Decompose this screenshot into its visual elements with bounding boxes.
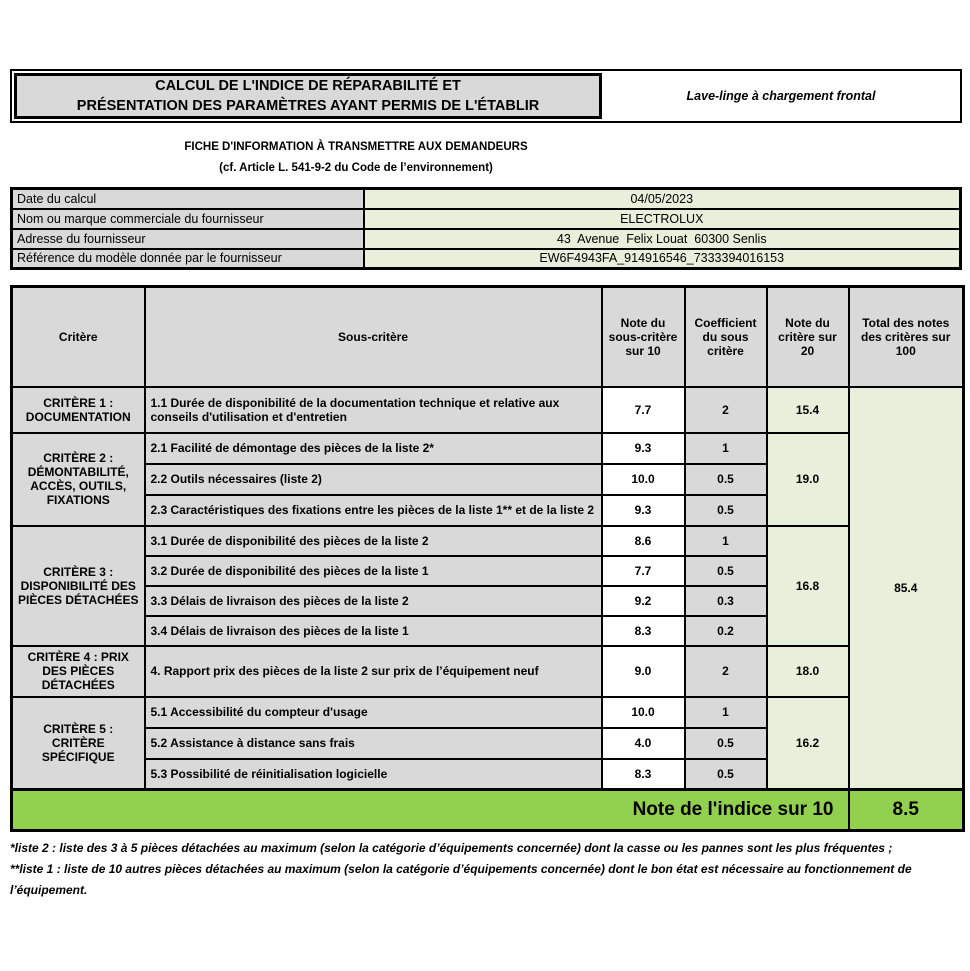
info-row-date bbox=[12, 189, 961, 209]
table-row bbox=[12, 646, 964, 697]
header-note-sur-20: Note du critère sur 20 bbox=[767, 287, 849, 387]
score-table bbox=[10, 285, 965, 832]
criterion-1-name: CRITÈRE 1 : DOCUMENTATION bbox=[12, 387, 145, 433]
subcriterion-1-1-note: 7.7 bbox=[602, 387, 685, 433]
subcriterion-4-label: 4. Rapport prix des pièces de la liste 2 sur prix de l’équipement neuf bbox=[145, 646, 602, 697]
info-row-supplier-address bbox=[12, 229, 961, 249]
header-total-sur-100: Total des notes des critères sur 100 bbox=[849, 287, 964, 387]
score-table-header-row bbox=[12, 287, 964, 387]
criterion-3-name: CRITÈRE 3 : DISPONIBILITÉ DES PIÈCES DÉTACHÉES bbox=[12, 526, 145, 646]
header-note-sur-10: Note du sous-critère sur 10 bbox=[602, 287, 685, 387]
criterion-1-note20: 15.4 bbox=[767, 387, 849, 433]
document-title bbox=[14, 73, 602, 119]
subcriterion-2-3-coeff: 0.5 bbox=[685, 495, 767, 526]
title-line-1: CALCUL DE L'INDICE DE RÉPARABILITÉ ET bbox=[155, 78, 461, 94]
total-score-100: 85.4 bbox=[849, 387, 964, 790]
subcriterion-3-1-note: 8.6 bbox=[602, 526, 685, 556]
subcriterion-2-2-coeff: 0.5 bbox=[685, 464, 767, 495]
criterion-2-note20: 19.0 bbox=[767, 433, 849, 526]
subcriterion-1-1-coeff: 2 bbox=[685, 387, 767, 433]
subcriterion-1-1-label: 1.1 Durée de disponibilité de la documentation technique et relative aux conseils d'utilisation et d'entretien bbox=[145, 387, 602, 433]
subcriterion-3-1-coeff: 1 bbox=[685, 526, 767, 556]
header-coefficient: Coefficient du sous critère bbox=[685, 287, 767, 387]
info-row-supplier-name bbox=[12, 209, 961, 229]
table-row bbox=[12, 697, 964, 728]
subcriterion-5-2-coeff: 0.5 bbox=[685, 728, 767, 759]
subcriterion-3-2-coeff: 0.5 bbox=[685, 556, 767, 586]
criterion-4-name: CRITÈRE 4 : PRIX DES PIÈCES DÉTACHÉES bbox=[12, 646, 145, 697]
subcriterion-2-2-note: 10.0 bbox=[602, 464, 685, 495]
table-row bbox=[12, 526, 964, 556]
subcriterion-2-1-coeff: 1 bbox=[685, 433, 767, 464]
subcriterion-4-note: 9.0 bbox=[602, 646, 685, 697]
final-score-label: Note de l'indice sur 10 bbox=[12, 790, 849, 831]
info-value-supplier-name: ELECTROLUX bbox=[364, 209, 961, 229]
info-row-model-reference bbox=[12, 249, 961, 269]
subtitle-block bbox=[10, 141, 702, 174]
subcriterion-5-1-label: 5.1 Accessibilité du compteur d'usage bbox=[145, 697, 602, 728]
subcriterion-2-3-note: 9.3 bbox=[602, 495, 685, 526]
supplier-info-table bbox=[10, 187, 962, 270]
subcriterion-2-1-note: 9.3 bbox=[602, 433, 685, 464]
final-score-row bbox=[12, 790, 964, 831]
subcriterion-5-2-label: 5.2 Assistance à distance sans frais bbox=[145, 728, 602, 759]
final-score-value: 8.5 bbox=[849, 790, 964, 831]
table-row bbox=[12, 387, 964, 433]
subcriterion-3-3-label: 3.3 Délais de livraison des pièces de la liste 2 bbox=[145, 586, 602, 616]
footnotes-block bbox=[10, 838, 958, 901]
header-sous-critere: Sous-critère bbox=[145, 287, 602, 387]
subcriterion-5-3-note: 8.3 bbox=[602, 759, 685, 790]
info-label-model-reference: Référence du modèle donnée par le fournisseur bbox=[12, 249, 364, 269]
table-row bbox=[12, 433, 964, 464]
footnote-liste-2: *liste 2 : liste des 3 à 5 pièces détachées au maximum (selon la catégorie d’équipements concernée) dont la casse ou les pannes sont les plus fréquentes ; bbox=[10, 841, 893, 855]
subtitle-line-2: (cf. Article L. 541-9-2 du Code de l’environnement) bbox=[219, 162, 493, 174]
subcriterion-5-3-label: 5.3 Possibilité de réinitialisation logicielle bbox=[145, 759, 602, 790]
subcriterion-5-1-note: 10.0 bbox=[602, 697, 685, 728]
criterion-3-note20: 16.8 bbox=[767, 526, 849, 646]
criterion-4-note20: 18.0 bbox=[767, 646, 849, 697]
subcriterion-5-2-note: 4.0 bbox=[602, 728, 685, 759]
info-value-date: 04/05/2023 bbox=[364, 189, 961, 209]
product-category-label: Lave-linge à chargement frontal bbox=[686, 89, 876, 103]
subcriterion-3-3-coeff: 0.3 bbox=[685, 586, 767, 616]
title-line-2: PRÉSENTATION DES PARAMÈTRES AYANT PERMIS DE L'ÉTABLIR bbox=[76, 98, 540, 114]
subcriterion-2-1-label: 2.1 Facilité de démontage des pièces de la liste 2* bbox=[145, 433, 602, 464]
subcriterion-3-2-label: 3.2 Durée de disponibilité des pièces de la liste 1 bbox=[145, 556, 602, 586]
subcriterion-3-3-note: 9.2 bbox=[602, 586, 685, 616]
subcriterion-2-2-label: 2.2 Outils nécessaires (liste 2) bbox=[145, 464, 602, 495]
subtitle-line-1: FICHE D'INFORMATION À TRANSMETTRE AUX DEMANDEURS bbox=[184, 141, 528, 153]
header-critere: Critère bbox=[12, 287, 145, 387]
subcriterion-3-4-label: 3.4 Délais de livraison des pièces de la liste 1 bbox=[145, 616, 602, 646]
info-label-supplier-name: Nom ou marque commerciale du fournisseur bbox=[12, 209, 364, 229]
criterion-5-name: CRITÈRE 5 : CRITÈRE SPÉCIFIQUE bbox=[12, 697, 145, 790]
info-value-supplier-address: 43 Avenue Felix Louat 60300 Senlis bbox=[364, 229, 961, 249]
subcriterion-5-1-coeff: 1 bbox=[685, 697, 767, 728]
title-strip bbox=[10, 69, 962, 123]
footnote-liste-1: **liste 1 : liste de 10 autres pièces détachées au maximum (selon la catégorie d’équipements concernée) dont le bon état est nécessaire au fonctionnement de l’équipement. bbox=[10, 862, 912, 897]
criterion-5-note20: 16.2 bbox=[767, 697, 849, 790]
subcriterion-4-coeff: 2 bbox=[685, 646, 767, 697]
subcriterion-3-4-note: 8.3 bbox=[602, 616, 685, 646]
info-label-date: Date du calcul bbox=[12, 189, 364, 209]
subcriterion-3-1-label: 3.1 Durée de disponibilité des pièces de la liste 2 bbox=[145, 526, 602, 556]
subcriterion-2-3-label: 2.3 Caractéristiques des fixations entre les pièces de la liste 1** et de la liste 2 bbox=[145, 495, 602, 526]
subcriterion-3-4-coeff: 0.2 bbox=[685, 616, 767, 646]
info-label-supplier-address: Adresse du fournisseur bbox=[12, 229, 364, 249]
subcriterion-3-2-note: 7.7 bbox=[602, 556, 685, 586]
criterion-2-name: CRITÈRE 2 : DÉMONTABILITÉ, ACCÈS, OUTILS, FIXATIONS bbox=[12, 433, 145, 526]
info-value-model-reference: EW6F4943FA_914916546_7333394016153 bbox=[364, 249, 961, 269]
subcriterion-5-3-coeff: 0.5 bbox=[685, 759, 767, 790]
